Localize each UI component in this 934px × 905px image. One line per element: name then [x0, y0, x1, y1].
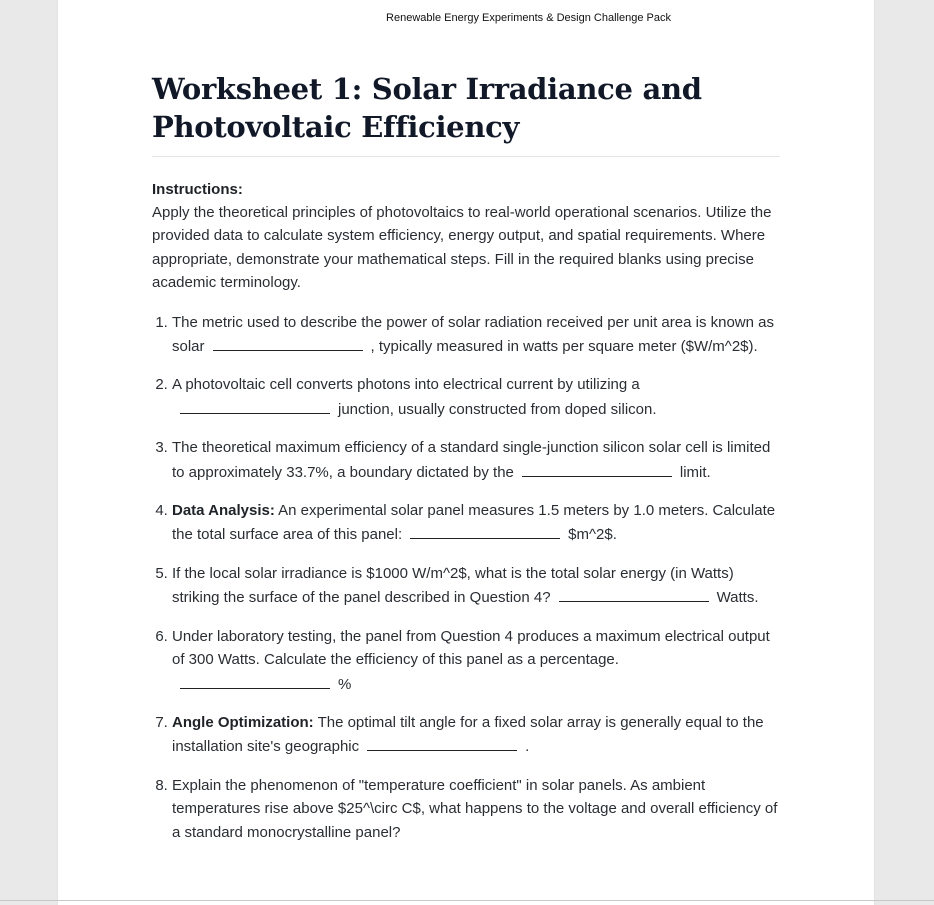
- instructions-label: Instructions:: [152, 181, 243, 198]
- instructions-text: Apply the theoretical principles of photovoltaics to real-world operational scenarios. Utilize the provided data to calculate system efficiency, energy output, and spatial requirements. Where appropriate, demonstrate your mathematical steps. Fill in the required blanks using precise academic terminology.: [152, 204, 772, 292]
- question-4: [172, 499, 780, 547]
- question-text-after: $m^2$.: [568, 526, 617, 544]
- question-list: [152, 311, 780, 844]
- question-text: Under laboratory testing, the panel from Question 4 produces a maximum electrical output of 300 Watts. Calculate the efficiency of this panel as a percentage.: [172, 627, 770, 669]
- answer-blank-3[interactable]: [522, 460, 672, 477]
- question-text: A photovoltaic cell converts photons into electrical current by utilizing a: [172, 376, 640, 394]
- question-5: [172, 562, 780, 610]
- question-2: [172, 373, 780, 421]
- worksheet-content: [152, 70, 780, 859]
- answer-blank-7[interactable]: [367, 734, 517, 751]
- worksheet-page: [58, 0, 874, 905]
- question-text: The optimal tilt angle for a fixed solar array is generally equal to the installation site's geographic: [172, 713, 764, 756]
- question-text: An experimental solar panel measures 1.5 meters by 1.0 meters. Calculate the total surface area of this panel:: [172, 502, 776, 544]
- question-3: [172, 436, 780, 484]
- question-6: [172, 625, 780, 696]
- worksheet-title: Worksheet 1: Solar Irradiance and Photovoltaic Efficiency: [152, 70, 780, 157]
- question-text-after: Watts.: [716, 589, 759, 607]
- question-text-after: %: [338, 675, 352, 693]
- question-1: [172, 311, 780, 359]
- viewport-bottom-edge: [0, 900, 934, 901]
- question-lead: Angle Optimization:: [172, 713, 314, 731]
- question-text: Explain the phenomenon of "temperature coefficient" in solar panels. As ambient temperatures rise above $25^\circ C$, what happens to the voltage and overall efficiency of a standard monocrystalline panel?: [172, 776, 778, 841]
- question-lead: Data Analysis:: [172, 502, 275, 520]
- answer-blank-1[interactable]: [213, 334, 363, 351]
- running-header: Renewable Energy Experiments & Design Challenge Pack: [386, 12, 671, 24]
- answer-blank-5[interactable]: [559, 585, 709, 602]
- question-text-after: junction, usually constructed from doped silicon.: [338, 400, 657, 418]
- question-text: The metric used to describe the power of solar radiation received per unit area is known as solar: [172, 313, 774, 356]
- answer-blank-2[interactable]: [180, 397, 330, 414]
- answer-blank-4[interactable]: [410, 522, 560, 539]
- question-text: If the local solar irradiance is $1000 W/m^2$, what is the total solar energy (in Watts) striking the surface of the panel described in Question 4?: [172, 564, 734, 607]
- question-text-after: .: [525, 738, 530, 756]
- answer-blank-6[interactable]: [180, 672, 330, 689]
- question-text: The theoretical maximum efficiency of a standard single-junction silicon solar cell is limited to approximately 33.7%, a boundary dictated by the: [172, 439, 771, 481]
- question-7: [172, 711, 780, 759]
- question-text-after: , typically measured in watts per square meter ($W/m^2$).: [370, 338, 758, 356]
- question-text-after: limit.: [679, 463, 711, 481]
- question-8: [172, 774, 780, 844]
